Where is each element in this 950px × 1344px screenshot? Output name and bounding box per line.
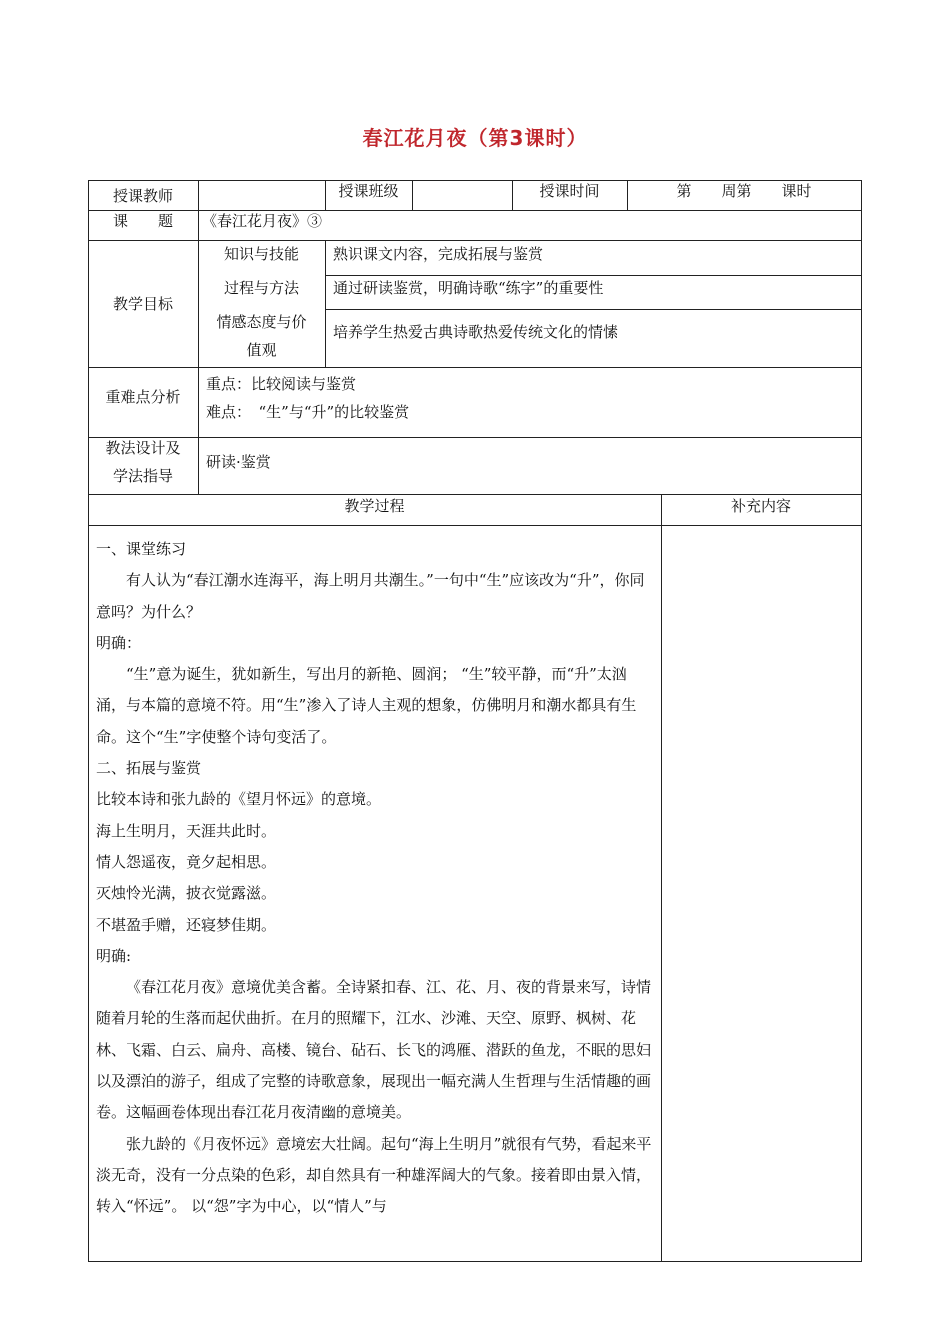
process-header: 教学过程	[344, 497, 405, 515]
content-paragraph: 海上生明月，天涯共此时。	[96, 821, 277, 840]
rule	[661, 494, 662, 1262]
content-paragraph: 明确：	[96, 633, 142, 652]
content-paragraph: 不堪盈手赠，还寝梦佳期。	[96, 915, 277, 934]
goal-emotion-label	[198, 306, 325, 366]
rule	[88, 1261, 862, 1262]
keypoint-difficulty: 难点： “生”与“升”的比较鉴赏	[206, 403, 410, 421]
keypoints-value	[198, 370, 861, 426]
goal-knowledge-label: 知识与技能	[223, 244, 299, 263]
goal-emotion-label-line2: 值观	[246, 341, 277, 359]
goals-label: 教学目标	[112, 294, 173, 313]
document-title: 春江花月夜（第3课时）	[362, 126, 588, 150]
goal-process-label: 过程与方法	[223, 279, 299, 297]
teacher-label: 授课教师	[112, 186, 173, 205]
rule	[88, 437, 862, 438]
content-paragraph: 《春江花月夜》意境优美含蓄。全诗紧扣春、江、花、月、夜的背景来写，诗情随着月轮的生落而起伏曲折。在月的照耀下，江水、沙滩、天空、原野、枫树、花林、飞霜、白云、扁舟、高楼、镜台、砧石、长飞的鸿雁、潜跃的鱼龙，不眠的思妇以及漂泊的游子，组成了完整的诗歌意象，展现出一幅充满人生哲理与生活情趣的画卷。这幅画卷体现出春江花月夜清幽的意境美。	[96, 978, 652, 1122]
keypoints-label: 重难点分析	[105, 388, 181, 406]
time-label: 授课时间	[539, 181, 600, 200]
content-paragraph: 比较本诗和张九龄的《望月怀远》的意境。	[96, 790, 382, 809]
method-label-line2: 学法指导	[112, 467, 173, 485]
topic-value: 《春江花月夜》③	[202, 211, 323, 230]
method-label-line1: 教法设计及	[105, 439, 181, 457]
content-paragraph: 一、课堂练习	[96, 540, 187, 558]
content-paragraph: 二、拓展与鉴赏	[96, 759, 202, 778]
rule	[88, 367, 862, 368]
method-value: 研读·鉴赏	[206, 453, 271, 471]
supplement-header: 补充内容	[730, 497, 791, 515]
teaching-process-content	[96, 534, 656, 1223]
content-paragraph: 有人认为“春江潮水连海平，海上明月共潮生。”一句中“生”应该改为“升”，你同意吗？为什么？	[96, 571, 645, 621]
class-label: 授课班级	[338, 181, 399, 200]
topic-label: 课 题	[112, 211, 173, 230]
keypoint-focus: 重点：比较阅读与鉴赏	[206, 375, 357, 393]
goal-process-value: 通过研读鉴赏，明确诗歌“练字”的重要性	[333, 279, 604, 297]
content-paragraph: 张九龄的《月夜怀远》意境宏大壮阔。起句“海上生明月”就很有气势，看起来平淡无奇，没有一分点染的色彩，却自然具有一种雄浑阔大的气象。接着即由景入情，转入“怀远”。 以“怨”字为中心，以“情人”与	[96, 1134, 652, 1216]
goal-knowledge-value: 熟识课文内容，完成拓展与鉴赏	[333, 244, 544, 263]
content-paragraph: 情人怨遥夜，竟夕起相思。	[96, 852, 277, 871]
goal-emotion-value: 培养学生热爱古典诗歌热爱传统文化的情愫	[333, 323, 619, 341]
rule	[88, 525, 862, 526]
week-period-text: 第 周第 课时	[676, 181, 812, 200]
content-paragraph: 明确:	[96, 946, 132, 965]
content-paragraph: “生”意为诞生，犹如新生，写出月的新艳、圆润； “生”较平静，而“升”太汹涌，与本篇的意境不符。用“生”渗入了诗人主观的想象，仿佛明月和潮水都具有生命。这个“生”字使整个诗句变活了。	[96, 665, 637, 746]
goal-emotion-label-line1: 情感态度与价	[216, 313, 307, 331]
rule	[861, 180, 862, 1262]
method-label	[88, 432, 198, 492]
content-paragraph: 灭烛怜光满，披衣觉露滋。	[96, 884, 277, 903]
